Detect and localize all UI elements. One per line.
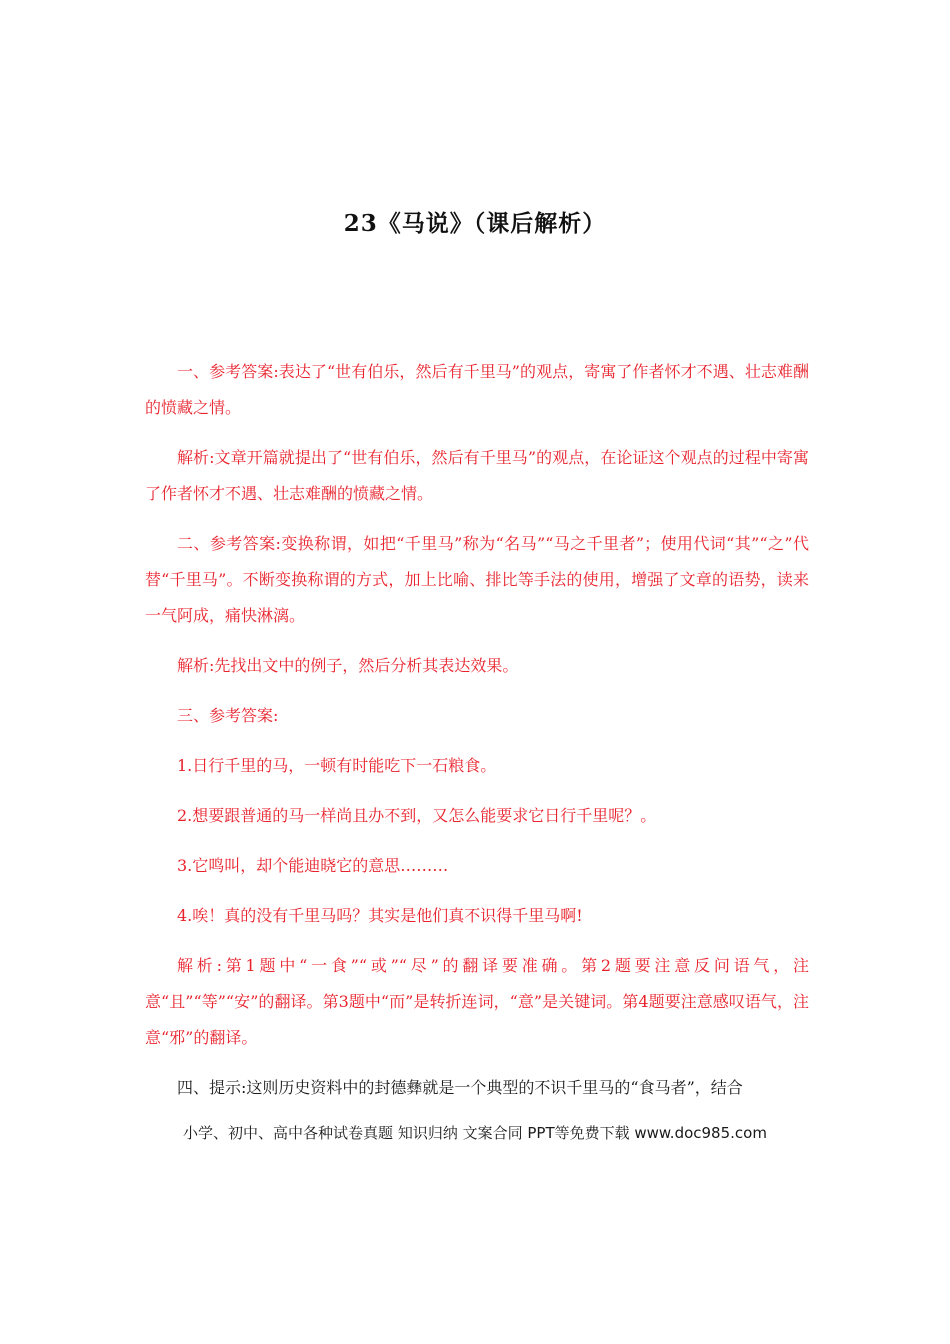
page-footer: 小学、初中、高中各种试卷真题 知识归纳 文案合同 PPT等免费下载 www.doc985.com [183,1124,767,1142]
analysis-3: 解析:第1题中“一食”“或”“尽”的翻译要准确。第2题要注意反问语气，注意“且”“等”“安”的翻译。第3题中“而”是转折连词，“意”是关键词。第4题要注意感叹语气，注意“邪”的翻译。 [145,956,809,1047]
answer-2: 二、参考答案:变换称谓，如把“千里马”称为“名马”“马之千里者”；使用代词“其”“之”代替“千里马”。不断变换称谓的方式，加上比喻、排比等手法的使用，增强了文章的语势，读来一气阿成，痛快淋漓。 [145,534,809,625]
answer-3-item-1: 1.日行千里的马，一顿有时能吃下一石粮食。 [177,756,497,775]
answer-3-item-4: 4.唉！真的没有千里马吗？其实是他们真不识得千里马啊! [177,906,583,925]
document-body [145,354,809,1106]
answer-3-item-2: 2.想要跟普通的马一样尚且办不到，又怎么能要求它日行千里呢？。 [177,806,657,825]
analysis-2: 解析:先找出文中的例子，然后分析其表达效果。 [177,656,519,675]
answer-1: 一、参考答案:表达了“世有伯乐，然后有千里马”的观点，寄寓了作者怀才不遇、壮志难酬的愤藏之情。 [145,362,809,417]
answer-3-heading: 三、参考答案: [177,706,279,725]
hint-4: 四、提示:这则历史资料中的封德彝就是一个典型的不识千里马的“食马者”，结合 [177,1078,743,1097]
page-title: 23《马说》（课后解析） [343,210,607,237]
analysis-1: 解析:文章开篇就提出了“世有伯乐，然后有千里马”的观点，在论证这个观点的过程中寄寓了作者怀才不遇、壮志难酬的愤藏之情。 [145,448,809,503]
answer-3-item-3: 3.它鸣叫，却个能迪晓它的意思……… [177,856,449,875]
